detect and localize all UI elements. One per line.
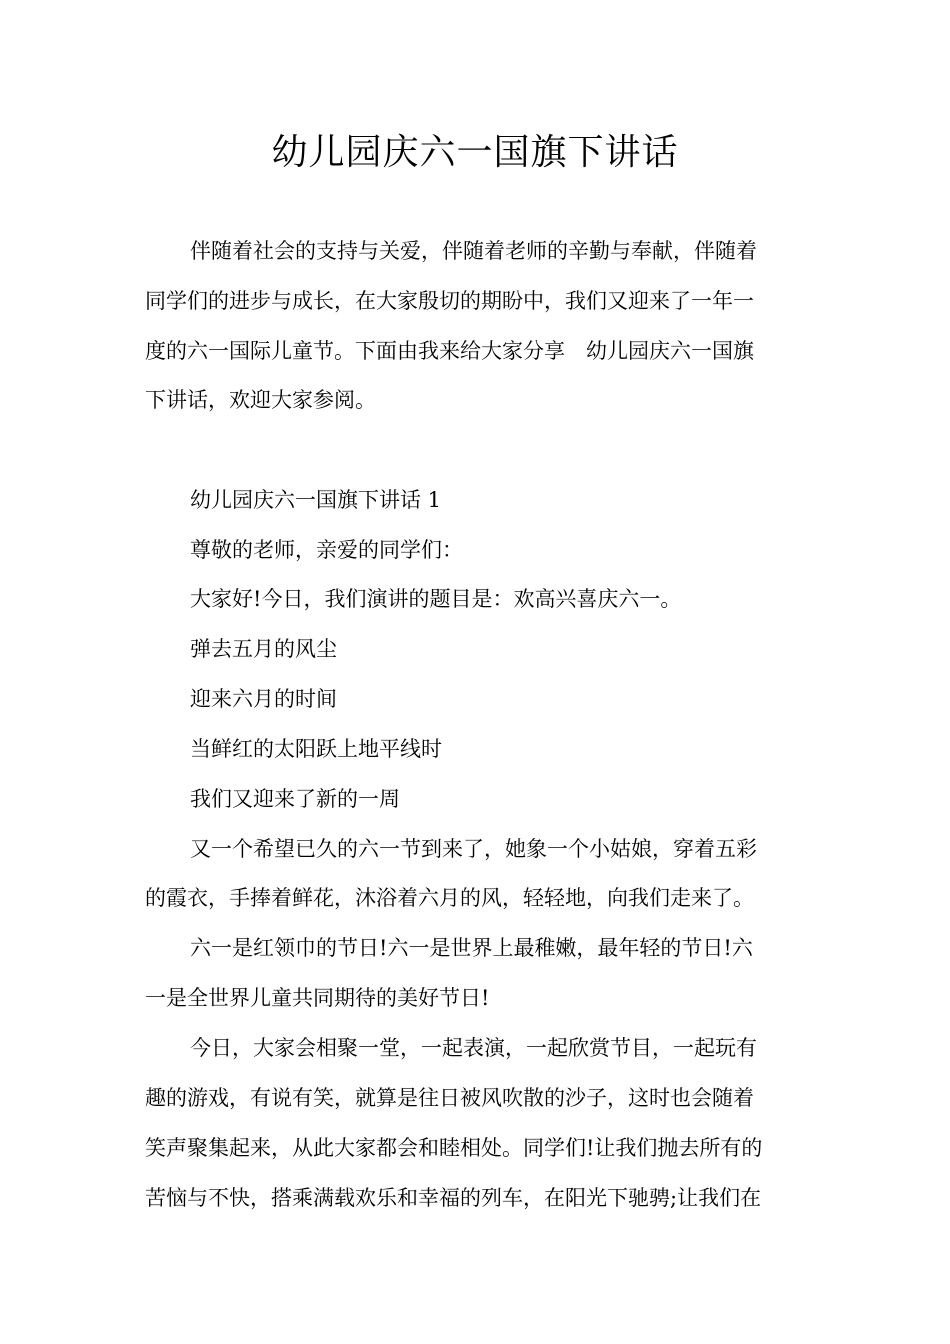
poem-line-2: 迎来六月的时间 [190,687,337,711]
poem-line-4: 我们又迎来了新的一周 [190,787,400,811]
intro-line-1: 伴随着社会的支持与关爱，伴随着老师的辛勤与奉献，伴随着 [190,239,757,263]
greeting: 大家好!今日，我们演讲的题目是：欢高兴喜庆六一。 [190,587,682,611]
document-title: 幼儿园庆六一国旗下讲话 [271,132,679,173]
paragraph2-line-1: 六一是红领巾的节日!六一是世界上最稚嫩，最年轻的节日!六 [190,936,753,960]
salutation: 尊敬的老师，亲爱的同学们： [190,538,463,562]
paragraph1-line-2: 的霞衣，手捧着鲜花，沐浴着六月的风，轻轻地，向我们走来了。 [145,886,754,910]
intro-line-3: 度的六一国际儿童节。下面由我来给大家分享 幼儿园庆六一国旗 [145,339,754,363]
paragraph2-line-2: 一是全世界儿童共同期待的美好节日! [145,986,490,1010]
poem-line-1: 弹去五月的风尘 [190,637,337,661]
paragraph3-line-3: 笑声聚集起来，从此大家都会和睦相处。同学们!让我们抛去所有的 [145,1136,763,1160]
intro-line-4: 下讲话，欢迎大家参阅。 [145,388,376,412]
poem-line-3: 当鲜红的太阳跃上地平线时 [190,737,442,761]
paragraph3-line-4: 苦恼与不快，搭乘满载欢乐和幸福的列车，在阳光下驰骋;让我们在 [145,1186,762,1210]
intro-line-2: 同学们的进步与成长，在大家殷切的期盼中，我们又迎来了一年一 [145,289,754,313]
paragraph3-line-1: 今日，大家会相聚一堂，一起表演，一起欣赏节目，一起玩有 [190,1036,757,1060]
paragraph3-line-2: 趣的游戏，有说有笑，就算是往日被风吹散的沙子，这时也会随着 [145,1086,754,1110]
paragraph1-line-1: 又一个希望已久的六一节到来了，她象一个小姑娘，穿着五彩 [190,837,757,861]
section-title: 幼儿园庆六一国旗下讲话 1 [190,488,442,512]
